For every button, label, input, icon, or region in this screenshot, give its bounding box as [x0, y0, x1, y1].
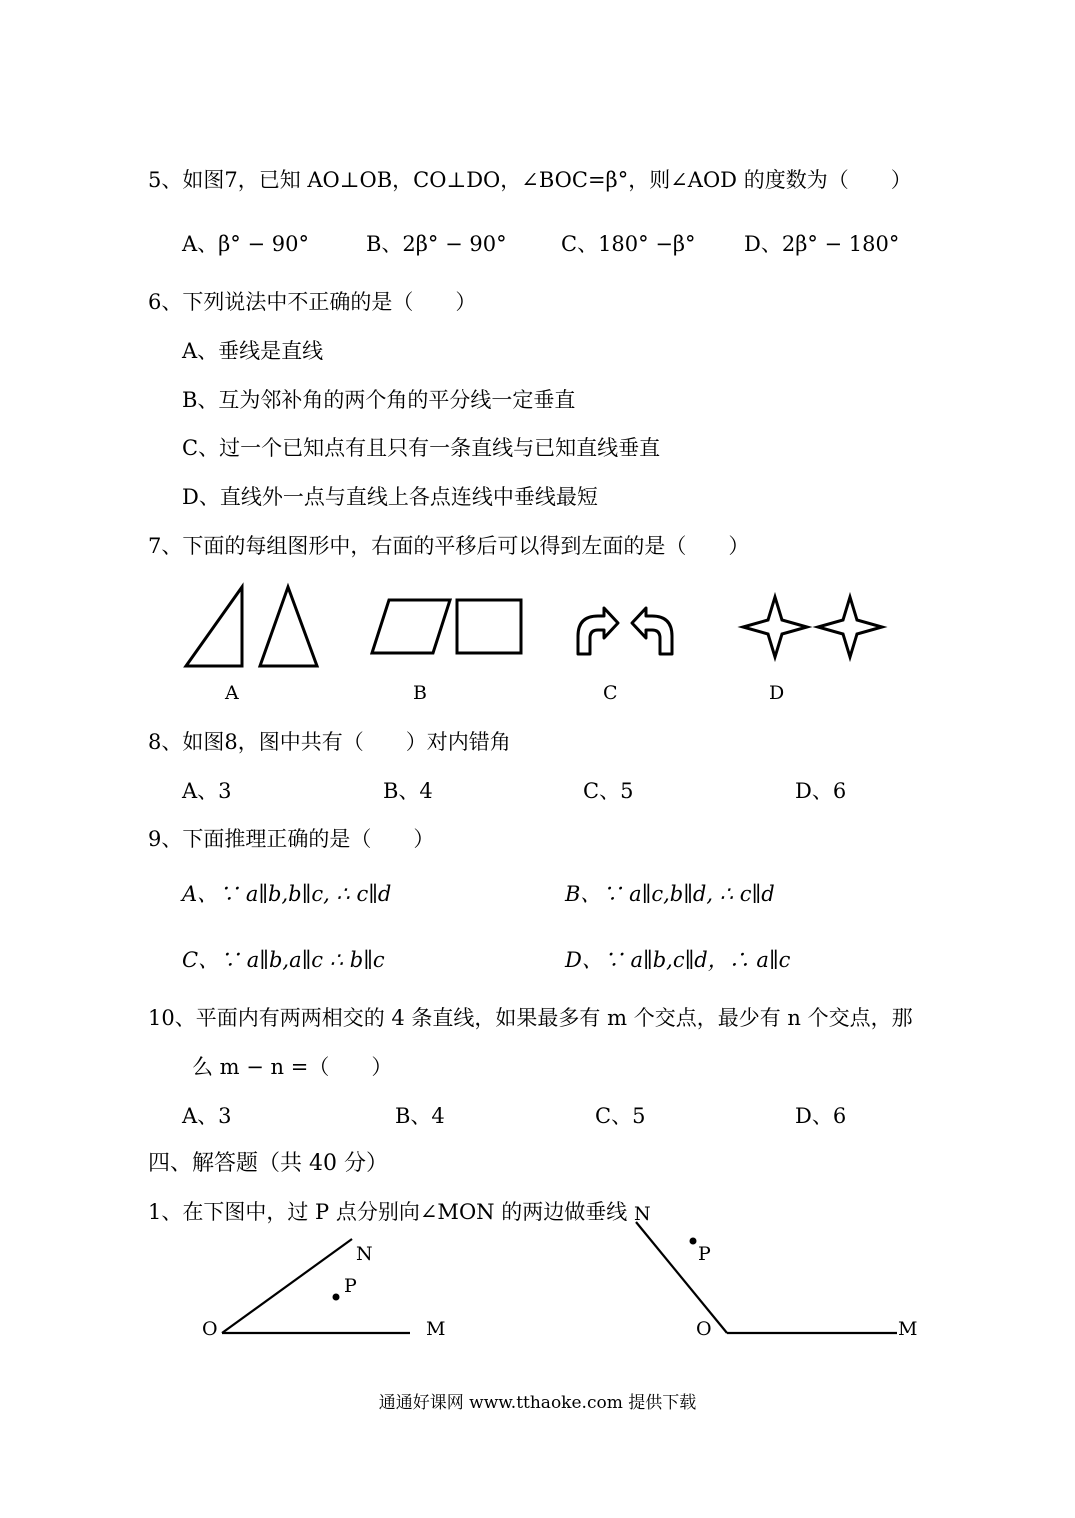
section4-heading: 四、解答题（共 40 分）: [148, 1151, 388, 1176]
fig2-label-o: O: [696, 1318, 712, 1340]
q10-option-a: A、3: [182, 1104, 232, 1128]
q10-option-b: B、4: [395, 1104, 445, 1128]
q8-stem: 8、如图8，图中共有（ ）对内错角: [148, 730, 511, 754]
q8-option-c: C、5: [583, 779, 634, 803]
q6-option-d: D、直线外一点与直线上各点连线中垂线最短: [182, 485, 598, 509]
fig1-label-m: M: [426, 1318, 446, 1340]
q7-label-d: D: [769, 682, 785, 704]
q5-option-b: B、2β° − 90°: [366, 232, 507, 256]
q5-option-a: A、β° − 90°: [182, 232, 309, 256]
q8-option-b: B、4: [383, 779, 433, 803]
q10-stem-line2: 么 m − n =（ ）: [192, 1055, 393, 1079]
fig1-label-p: P: [344, 1275, 357, 1297]
page-footer: 通通好课网 www.tthaoke.com 提供下载: [378, 1393, 697, 1413]
fig2-label-p: P: [698, 1243, 711, 1265]
q5-stem: 5、如图7，已知 AO⊥OB，CO⊥DO，∠BOC=β°，则∠AOD 的度数为（ ）: [148, 168, 912, 192]
q9-option-c: C、∵ a∥b,a∥c ∴ b∥c: [182, 948, 385, 972]
q5-option-c: C、180° −β°: [561, 232, 696, 256]
s4q1-stem: 1、在下图中，过 P 点分别向∠MON 的两边做垂线: [148, 1200, 628, 1224]
q10-option-c: C、5: [595, 1104, 646, 1128]
fig1-point-p: [333, 1294, 340, 1301]
q7-label-a: A: [225, 682, 239, 704]
q7-label-c: C: [603, 682, 618, 704]
fig1-label-n: N: [356, 1243, 373, 1265]
q5-option-d: D、2β° − 180°: [744, 232, 900, 256]
fig1-label-o: O: [202, 1318, 218, 1340]
fig2-label-n: N: [634, 1203, 651, 1225]
q8-option-a: A、3: [182, 779, 232, 803]
fig2-label-m: M: [898, 1318, 918, 1340]
fig1-ray-on: [222, 1239, 352, 1333]
q7-stem: 7、下面的每组图形中，右面的平移后可以得到左面的是（ ）: [148, 534, 750, 558]
q6-option-c: C、过一个已知点有且只有一条直线与已知直线垂直: [182, 436, 661, 460]
q7-label-b: B: [413, 682, 427, 704]
q9-stem: 9、下面推理正确的是（ ）: [148, 827, 435, 851]
q8-option-d: D、6: [795, 779, 847, 803]
q9-option-b: B、∵ a∥c,b∥d, ∴ c∥d: [565, 882, 775, 906]
q9-option-a: A、∵ a∥b,b∥c, ∴ c∥d: [182, 882, 392, 906]
q10-option-d: D、6: [795, 1104, 847, 1128]
q6-option-b: B、互为邻补角的两个角的平分线一定垂直: [182, 388, 576, 412]
q10-stem-line1: 10、平面内有两两相交的 4 条直线，如果最多有 m 个交点，最少有 n 个交点，那: [148, 1006, 913, 1030]
fig2-ray-on: [636, 1222, 727, 1333]
q9-option-d: D、∵ a∥b,c∥d，∴ a∥c: [565, 948, 791, 972]
q6-stem: 6、下列说法中不正确的是（ ）: [148, 290, 477, 314]
q6-option-a: A、垂线是直线: [182, 339, 324, 363]
fig2-point-p: [690, 1238, 697, 1245]
